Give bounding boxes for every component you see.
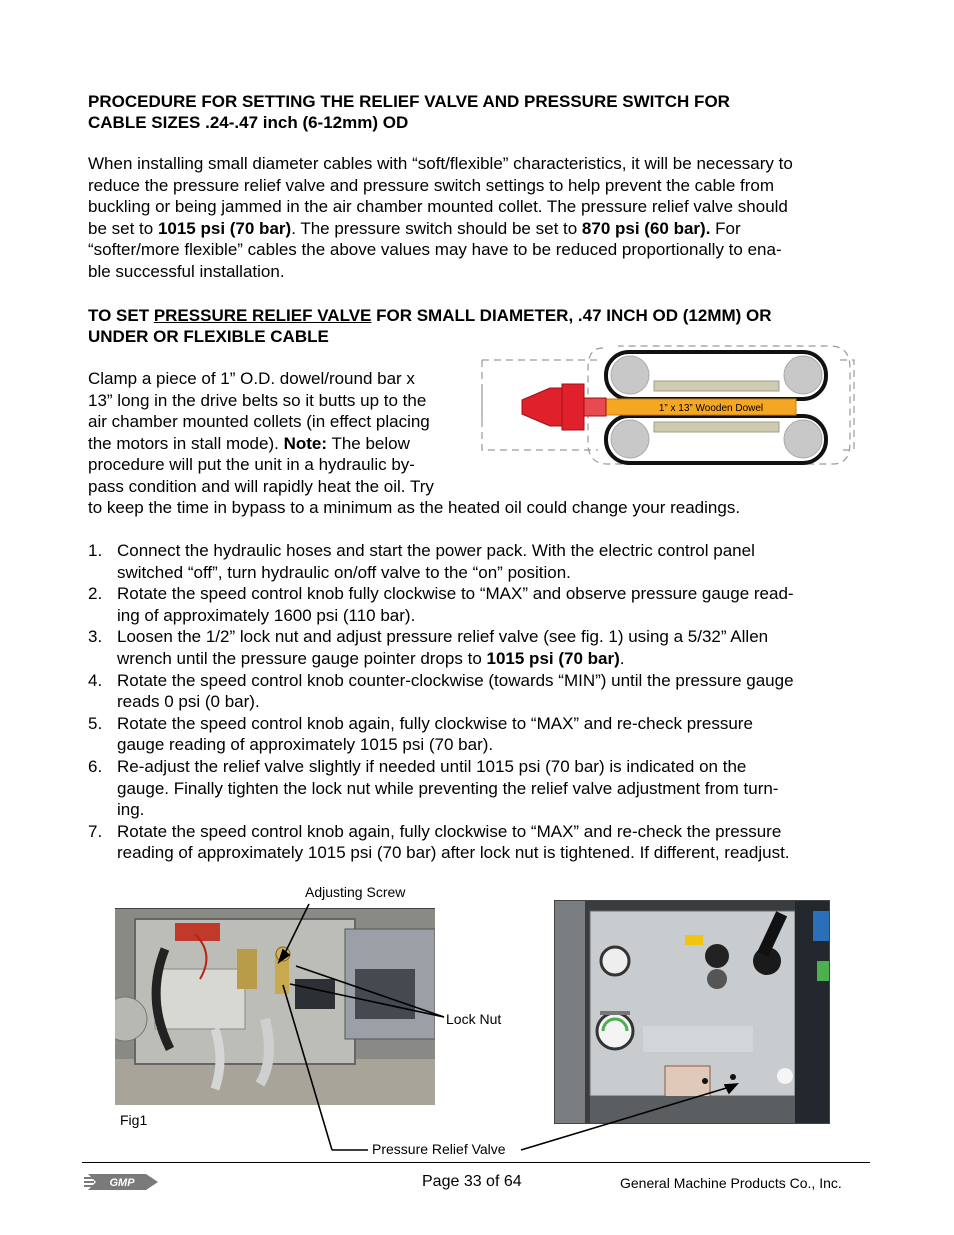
subheading-line-2: UNDER OR FLEXIBLE CABLE [88,327,329,346]
figure-label: Fig1 [120,1112,148,1128]
clamp-line: air chamber mounted collets (in effect placing [88,412,430,431]
gmp-logo-text: GMP [109,1177,135,1189]
adjusting-screw-leader [284,904,309,955]
step-number: 5. [88,713,103,733]
step-number: 3. [88,627,103,647]
target-pressure: 1015 psi (70 bar) [486,648,620,668]
step-text: Rotate the speed control knob again, fully clockwise to “MAX” and re-check pressure [117,713,753,733]
step-text: reads 0 psi (0 bar). [117,692,260,712]
step-text: gauge reading of approximately 1015 psi (70 bar). [117,735,494,755]
dowel-label: 1” x 13” Wooden Dowel [658,403,764,414]
step-number: 7. [88,821,103,841]
clamp-line: Clamp a piece of 1” O.D. dowel/round bar x [88,369,415,388]
text: wrench until the pressure gauge pointer drops to [117,648,487,668]
text: For [710,218,741,238]
step-text: Loosen the 1/2” lock nut and adjust pressure relief valve (see fig. 1) using a 5/32” Allen [117,627,769,647]
footer-divider [82,1162,870,1163]
text: FOR SMALL DIAMETER, .47 INCH OD (12MM) OR [371,306,772,325]
clamp-line: 13” long in the drive belts so it butts up to the [88,390,427,410]
text: . [619,648,625,668]
adjusting-screw-label: Adjusting Screw [305,884,406,900]
clamp-line: to keep the time in bypass to a minimum as the heated oil could change your readings. [88,498,741,517]
lock-nut-leader-1 [296,966,444,1017]
relief-valve-leader-left [283,985,332,1150]
step-text: Rotate the speed control knob fully clockwise to “MAX” and observe pressure gauge read- [117,584,794,604]
pressure-relief-valve-label: Pressure Relief Valve [372,1141,506,1157]
intro-line: buckling or being jammed in the air chamber mounted collet. The pressure relief valve should [88,197,788,216]
step-text: ing of approximately 1600 psi (110 bar). [117,605,416,625]
switch-value: 870 psi (60 bar). [581,218,711,238]
company-name: General Machine Products Co., Inc. [620,1175,842,1191]
lock-nut-label: Lock Nut [446,1011,502,1027]
text: The below [327,433,410,453]
intro-line: ble successful installation. [88,261,285,281]
step-text: gauge. Finally tighten the lock nut while preventing the relief valve adjustment from turn- [117,778,779,798]
heading-line-2: CABLE SIZES .24-.47 inch (6-12mm) OD [88,113,409,132]
intro-line: “softer/more flexible” cables the above values may have to be reduced proportionally to ena- [88,240,782,259]
step-text: ing. [117,800,145,820]
step-text: Re-adjust the relief valve slightly if needed until 1015 psi (70 bar) is indicated on the [117,756,747,776]
intro-line: reduce the pressure relief valve and pressure switch settings to help prevent the cable from [88,175,775,195]
step-number: 4. [88,670,103,690]
note-label: Note: [283,433,328,453]
clamp-line: pass condition and will rapidly heat the oil. Try [88,476,434,496]
step-text: reading of approximately 1015 psi (70 bar) after lock nut is tightened. If different, readjust. [117,843,790,863]
lock-nut-leader-2 [290,984,444,1017]
step-number: 6. [88,756,103,776]
clamp-line: procedure will put the unit in a hydraulic by- [88,455,415,474]
step-text: Rotate the speed control knob counter-clockwise (towards “MIN”) until the pressure gauge [117,670,794,690]
heading-line-1: PROCEDURE FOR SETTING THE RELIEF VALVE AND PRESSURE SWITCH FOR [88,92,730,111]
text: be set to [88,218,158,238]
step-number: 1. [88,541,103,560]
intro-line: When installing small diameter cables with “soft/flexible” characteristics, it will be necessary to [88,154,793,173]
step-number: 2. [88,584,103,604]
text: TO SET [88,306,154,325]
step-text: Rotate the speed control knob again, fully clockwise to “MAX” and re-check the pressure [117,821,782,841]
step-text: Connect the hydraulic hoses and start the power pack. With the electric control panel [117,541,755,560]
relief-value: 1015 psi (70 bar) [157,218,292,238]
underlined-term: PRESSURE RELIEF VALVE [153,306,372,325]
text: . The pressure switch should be set to [291,218,582,238]
gmp-logo [84,1170,160,1194]
text: the motors in stall mode). [88,433,284,453]
step-text: switched “off”, turn hydraulic on/off valve to the “on” position. [117,562,571,582]
relief-valve-leader-right [521,1086,733,1150]
page-number: Page 33 of 64 [422,1173,522,1190]
